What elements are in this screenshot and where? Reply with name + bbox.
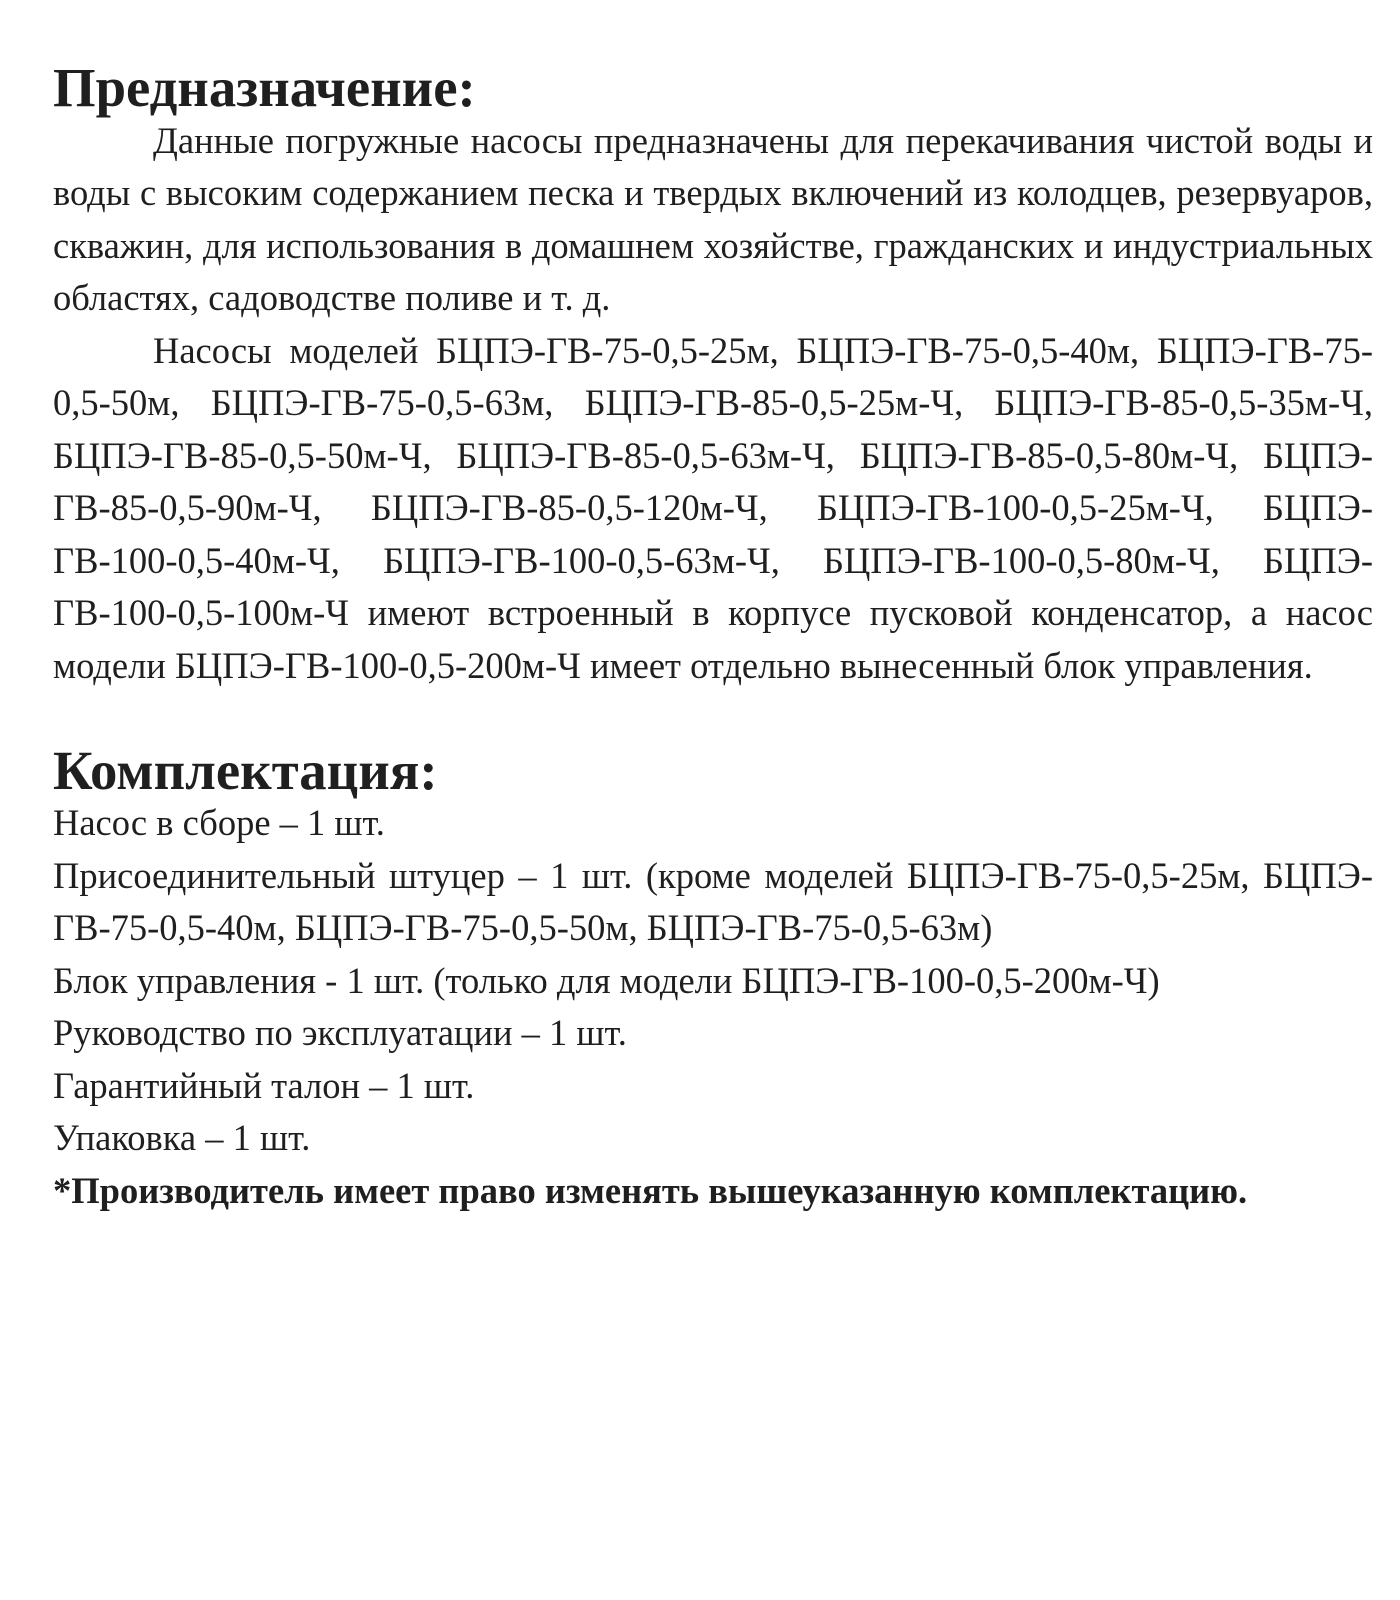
purpose-paragraph-2: Насосы моделей БЦПЭ-ГВ-75-0,5-25м, БЦПЭ-ГВ-75-0,5-40м, БЦПЭ-ГВ-75-0,5-50м, БЦПЭ-ГВ-75-0,5-63м, БЦПЭ-ГВ-85-0,5-25м-Ч, БЦПЭ-ГВ-85-0,5-35м-Ч, БЦПЭ-ГВ-85-0,5-50м-Ч, БЦПЭ-ГВ-85-0,5-63м-Ч, БЦПЭ-ГВ-85-0,5-80м-Ч, БЦПЭ-ГВ-85-0,5-90м-Ч, БЦПЭ-ГВ-85-0,5-120м-Ч, БЦПЭ-ГВ-100-0,5-25м-Ч, БЦПЭ-ГВ-100-0,5-40м-Ч, БЦПЭ-ГВ-100-0,5-63м-Ч, БЦПЭ-ГВ-100-0,5-80м-Ч, БЦПЭ-ГВ-100-0,5-100м-Ч имеют встроенный в корпусе пусковой конденсатор, а насос модели БЦПЭ-ГВ-100-0,5-200м-Ч имеет отдельно вынесенный блок управления. xyxy=(53,329,1373,686)
kit-section xyxy=(53,739,1373,1218)
document-page xyxy=(53,57,1373,1217)
kit-item-packaging: Упаковка – 1 шт. xyxy=(53,1117,311,1158)
kit-item-control-unit: Блок управления - 1 шт. (только для модели БЦПЭ-ГВ-100-0,5-200м-Ч) xyxy=(53,959,1160,1001)
section-spacer xyxy=(53,692,1373,745)
purpose-heading: Предназначение: xyxy=(53,57,476,118)
kit-item-manual: Руководство по эксплуатации – 1 шт. xyxy=(53,1012,627,1053)
kit-heading: Комплектация: xyxy=(53,739,438,801)
purpose-section xyxy=(53,57,1373,692)
kit-item-warranty: Гарантийный талон – 1 шт. xyxy=(53,1064,475,1106)
kit-note: *Производитель имеет право изменять вышеуказанную комплектацию. xyxy=(53,1169,1248,1211)
kit-item-fitting: Присоединительный штуцер – 1 шт. (кроме моделей БЦПЭ-ГВ-75-0,5-25м, БЦПЭ-ГВ-75-0,5-40м, БЦПЭ-ГВ-75-0,5-50м, БЦПЭ-ГВ-75-0,5-63м) xyxy=(53,854,1373,948)
purpose-paragraph-1: Данные погружные насосы предназначены для перекачивания чистой воды и воды с высоким содержанием песка и твердых включений из колодцев, резервуаров, скважин, для использования в домашнем хозяйстве, гражданских и индустриальных областях, садоводстве поливе и т. д. xyxy=(53,119,1373,318)
kit-item-pump: Насос в сборе – 1 шт. xyxy=(53,802,385,843)
